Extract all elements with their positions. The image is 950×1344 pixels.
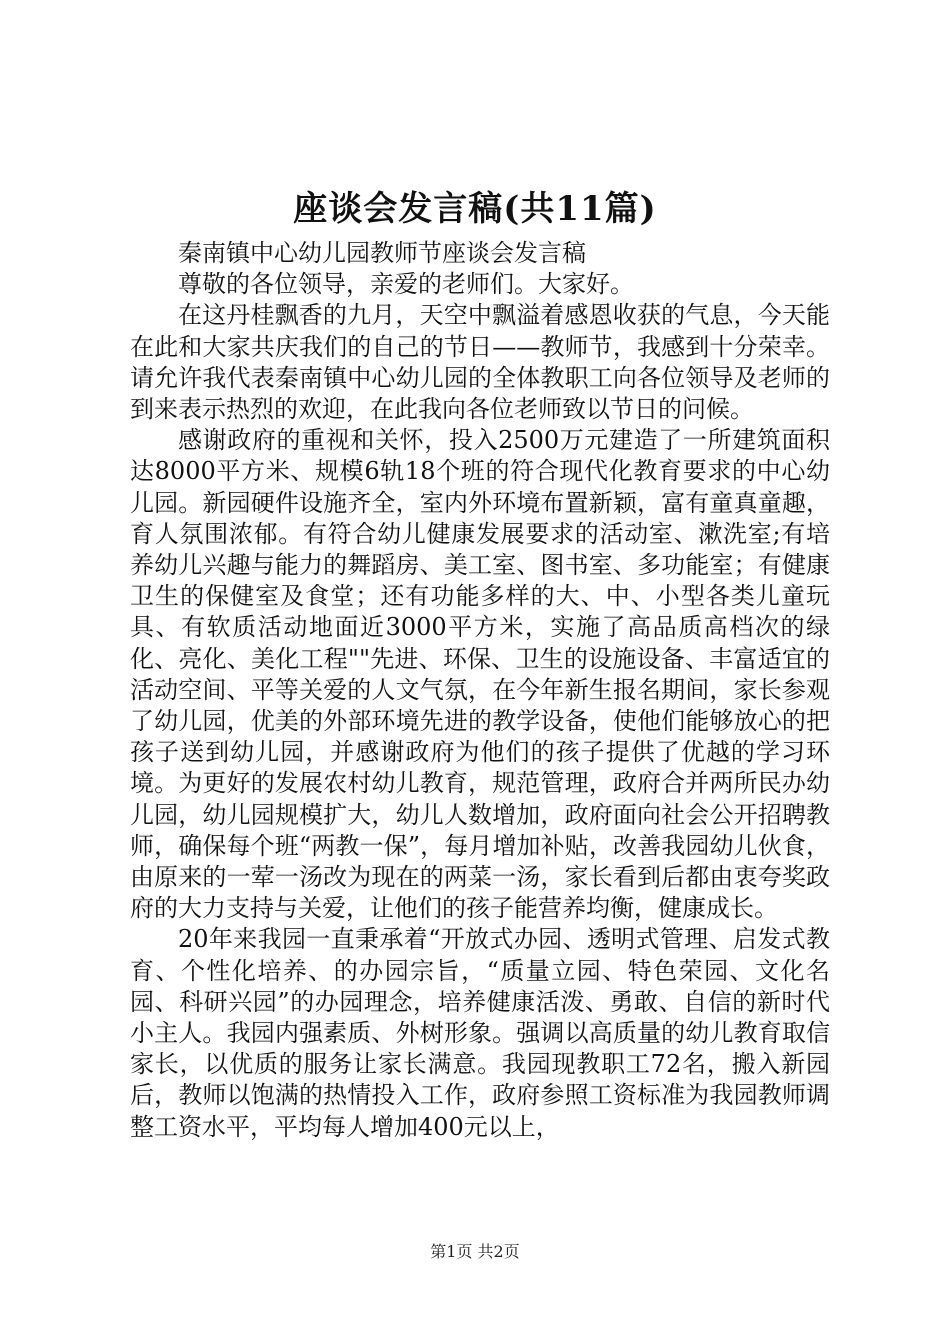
document-body bbox=[130, 238, 830, 1143]
paragraph-greeting: 尊敬的各位领导，亲爱的老师们。大家好。 bbox=[178, 270, 634, 299]
paragraph-subtitle: 秦南镇中心幼儿园教师节座谈会发言稿 bbox=[178, 239, 586, 267]
page-footer: 第1页 共2页 bbox=[430, 1242, 520, 1261]
paragraph-history: 20年来我园一直秉承着“开放式办园、透明式管理、启发式教育、个性化培养、的办园宗旨，“质量立园、特色荣园、文化名园、科研兴园”的办园理念，培养健康活泼、勇敢、自信的新时代小主人。我园内强素质、外树形象。强调以高质量的幼儿教育取信家长，以优质的服务让家长满意。我园现教职工72名，搬入新园后，教师以饱满的热情投入工作，政府参照工资标准为我园教师调整工资水平，平均每人增加400元以上， bbox=[130, 925, 830, 1141]
paragraph-intro: 在这丹桂飘香的九月，天空中飘溢着感恩收获的气息，今天能在此和大家共庆我们的自己的节日——教师节，我感到十分荣幸。请允许我代表秦南镇中心幼儿园的全体教职工向各位领导及老师的到来表示热烈的欢迎，在此我向各位老师致以节日的问候。 bbox=[130, 301, 830, 424]
paragraph-government-thanks: 感谢政府的重视和关怀，投入2500万元建造了一所建筑面积达8000平方米、规模6轨18个班的符合现代化教育要求的中心幼儿园。新园硬件设施齐全，室内外环境布置新颖，富有童真童趣，育人氛围浓郁。有符合幼儿健康发展要求的活动室、漱洗室;有培养幼儿兴趣与能力的舞蹈房、美工室、图书室、多功能室；有健康卫生的保健室及食堂；还有功能多样的大、中、小型各类儿童玩具、有软质活动地面近3000平方米，实施了高品质高档次的绿化、亮化、美化工程""先进、环保、卫生的设施设备、丰富适宜的活动空间、平等关爱的人文气氛，在今年新生报名期间，家长参观了幼儿园，优美的外部环境先进的教学设备，使他们能够放心的把孩子送到幼儿园，并感谢政府为他们的孩子提供了优越的学习环境。为更好的发展农村幼儿教育，规范管理，政府合并两所民办幼儿园，幼儿园规模扩大，幼儿人数增加，政府面向社会公开招聘教师，确保每个班“两教一保”，每月增加补贴，改善我园幼儿伙食，由原来的一荤一汤改为现在的两菜一汤，家长看到后都由衷夸奖政府的大力支持与关爱，让他们的孩子能营养均衡，健康成长。 bbox=[130, 426, 830, 923]
document-title: 座谈会发言稿(共11篇) bbox=[293, 189, 657, 229]
